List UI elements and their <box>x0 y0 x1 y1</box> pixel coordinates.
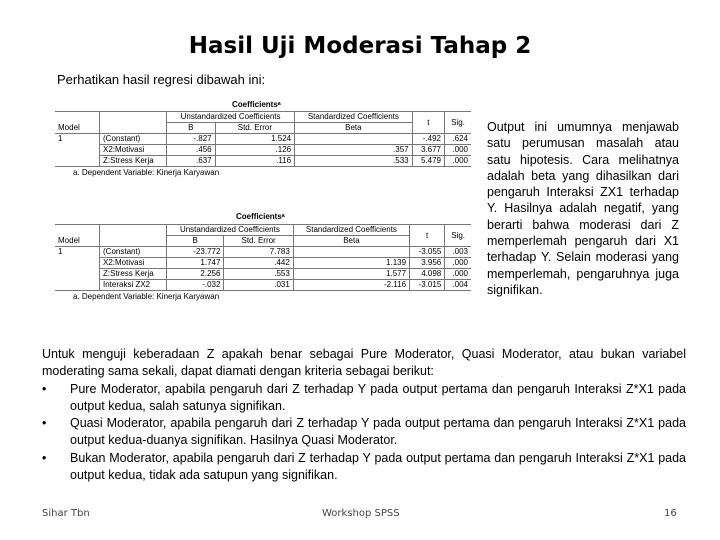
bullet-icon: • <box>42 381 47 396</box>
col-std: Standardized Coefficients <box>295 112 412 123</box>
table-row: 1 (Constant) -.827 1.524 -.492 .624 <box>55 134 471 145</box>
footer-center: Workshop SPSS <box>322 508 400 519</box>
bullet-icon: • <box>42 450 47 465</box>
col-unstd: Unstandardized Coefficients <box>167 112 295 123</box>
bullet-icon: • <box>42 416 47 431</box>
slide-title: Hasil Uji Moderasi Tahap 2 <box>188 33 532 59</box>
col-sig: Sig. <box>445 112 472 134</box>
table-row: Z:Stress Kerja 2.256 .553 1.577 4.098 .000 <box>55 269 471 280</box>
table2-caption: Coefficientsᵃ <box>236 212 285 221</box>
criteria-section <box>42 346 686 484</box>
col-model: Model <box>55 112 100 134</box>
criteria-paragraph: Untuk menguji keberadaan Z apakah benar sebagai Pure Moderator, Quasi Moderator, atau bukan variabel moderating sama sekali, dapat diamati dengan kriteria sebagai berikut: <box>42 347 686 379</box>
coefficients-table-1: Model Unstandardized Coefficients Standardized Coefficients t Sig. B Std. Error Beta 1 (Constant) -.827 1.524 -.492 .624 X2:Motivasi .456 .126 .357 3.677 .000 Z:Stress Kerja .637 .116 .533 5.479 .000 a. Dependent Variable: Kinerja Karyawan <box>55 111 471 177</box>
footer-author: Sihar Tbn <box>42 508 90 519</box>
list-item: • Bukan Moderator, apabila pengaruh dari Z terhadap Y pada output pertama dan pengaruh Interaksi Z*X1 pada output kedua, tidak ada satupun yang signifikan. <box>42 450 686 485</box>
col-t: t <box>412 112 444 134</box>
table-row: 1 (Constant) -23.772 7.783 -3.055 .003 <box>55 247 471 258</box>
page-number: 16 <box>664 508 677 519</box>
table-row: X2:Motivasi 1.747 .442 1.139 3.956 .000 <box>55 258 471 269</box>
table1-footnote: a. Dependent Variable: Kinerja Karyawan <box>73 168 220 177</box>
table-row: X2:Motivasi .456 .126 .357 3.677 .000 <box>55 145 471 156</box>
side-explanation: Output ini umumnya menjawab satu perumusan masalah atau satu hipotesis. Cara melihatnya adalah beta yang dihasilkan dari pengaruh Interaksi ZX1 terhadap Y. Hasilnya adalah negatif, yang berarti bahwa moderasi dari Z memperlemah pengaruh dari X1 terhadap Y. Selain moderasi yang memperlemah, pengaruhnya juga signifikan. <box>487 120 679 297</box>
intro-text: Perhatikan hasil regresi dibawah ini: <box>57 72 266 87</box>
list-item: • Pure Moderator, apabila pengaruh dari Z terhadap Y pada output pertama dan pengaruh Interaksi Z*X1 pada output kedua, salah satunya signifikan. <box>42 381 686 416</box>
coefficients-table-2: Model Unstandardized Coefficients Standardized Coefficients t Sig. B Std. Error Beta 1 (Constant) -23.772 7.783 -3.055 .003 X2:Motivasi 1.747 .442 1.139 3.956 .000 Z:Stress Kerja 2.256 .553 1.577 4.098 .000 Interaksi ZX2 -.032 .031 -2.116 -3.015 .004 a. Dependent Variable: Kinerja Karyawan <box>55 224 471 301</box>
table2-footnote: a. Dependent Variable: Kinerja Karyawan <box>73 292 220 301</box>
table-row: Interaksi ZX2 -.032 .031 -2.116 -3.015 .004 <box>55 280 471 291</box>
table1-caption: Coefficientsᵃ <box>232 100 281 109</box>
table-row: Z:Stress Kerja .637 .116 .533 5.479 .000 <box>55 156 471 167</box>
list-item: • Quasi Moderator, apabila pengaruh dari Z terhadap Y pada output pertama dan pengaruh Interaksi Z*X1 pada output kedua-duanya signifikan. Hasilnya Quasi Moderator. <box>42 415 686 450</box>
